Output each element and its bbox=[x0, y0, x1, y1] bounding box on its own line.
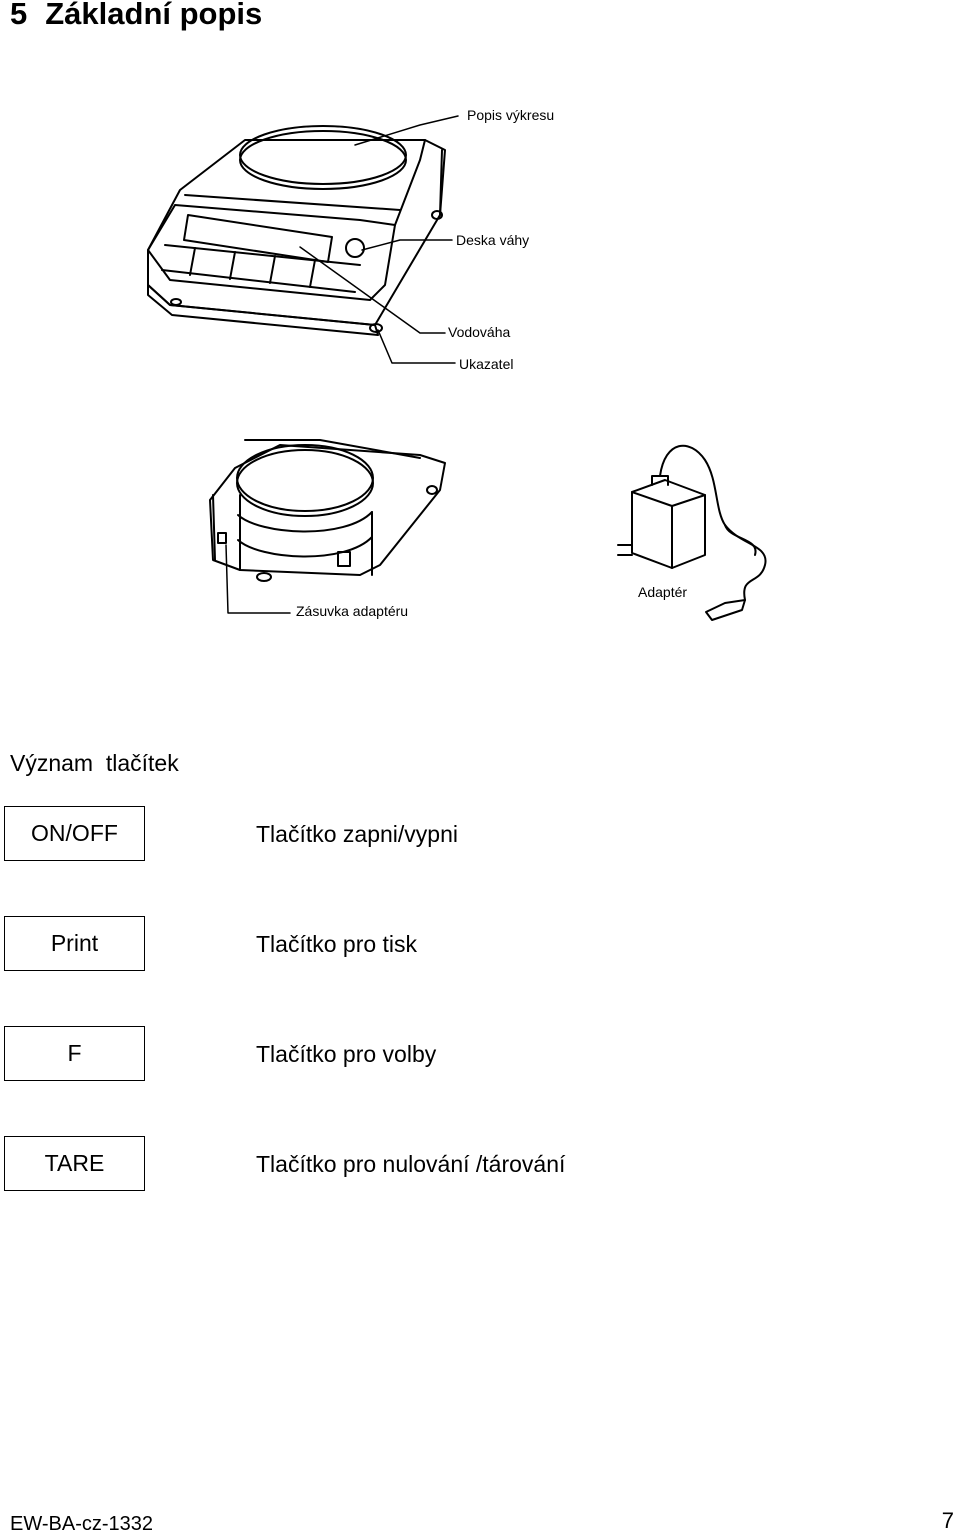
section-title-text: Základní popis bbox=[45, 0, 263, 31]
footer-doc-id: EW-BA-cz-1332 bbox=[10, 1513, 154, 1535]
section-number: 5 bbox=[10, 0, 28, 31]
label-socket: Zásuvka adaptéru bbox=[296, 603, 409, 619]
key-meaning-title: Význam tlačítek bbox=[10, 750, 179, 776]
label-adapter: Adaptér bbox=[638, 584, 688, 600]
key-box-print: Print bbox=[4, 916, 145, 971]
scale-front-drawing bbox=[148, 116, 458, 363]
label-level: Vodováha bbox=[448, 324, 511, 340]
label-pan: Popis výkresu bbox=[467, 107, 555, 123]
key-row-onoff bbox=[4, 806, 904, 862]
key-box-onoff: ON/OFF bbox=[4, 806, 145, 861]
label-indicator: Ukazatel bbox=[459, 356, 514, 372]
key-row-print bbox=[4, 916, 904, 972]
key-box-tare: TARE bbox=[4, 1136, 145, 1191]
label-display: Deska váhy bbox=[456, 232, 530, 248]
balance-illustration bbox=[0, 0, 960, 640]
key-description-print: Tlačítko pro tisk bbox=[256, 930, 418, 957]
footer-page-number: 7 bbox=[941, 1508, 954, 1533]
key-row-f bbox=[4, 1026, 904, 1082]
key-description-tare: Tlačítko pro nulování /tárování bbox=[256, 1150, 566, 1177]
key-description-onoff: Tlačítko zapni/vypni bbox=[256, 820, 458, 847]
key-description-f: Tlačítko pro volby bbox=[256, 1040, 437, 1067]
key-row-tare bbox=[4, 1136, 904, 1192]
key-box-f: F bbox=[4, 1026, 145, 1081]
scale-rear-drawing bbox=[210, 440, 445, 613]
